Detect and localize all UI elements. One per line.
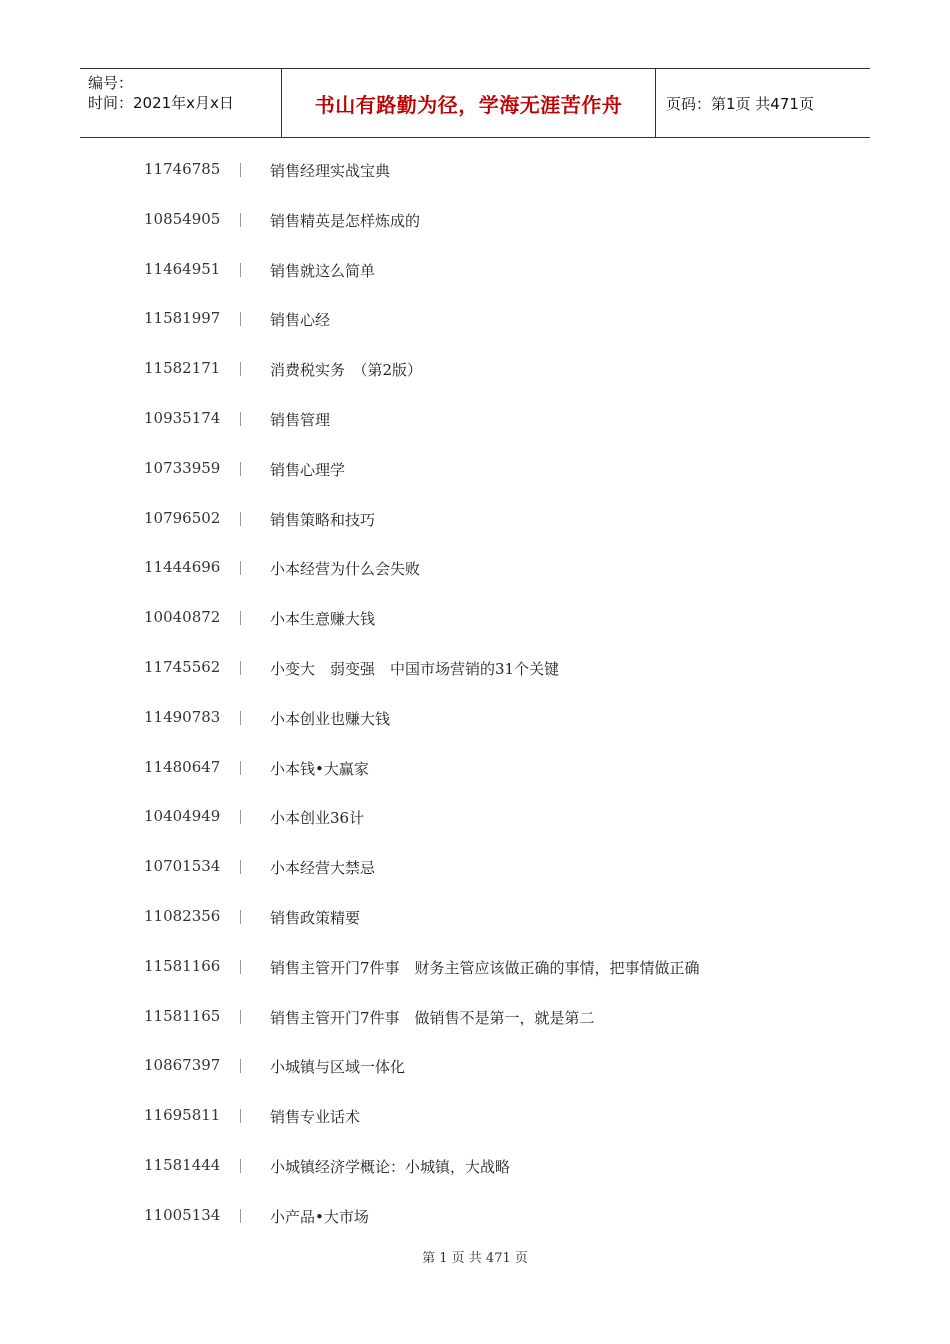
column-separator (240, 512, 241, 526)
book-title: 小本钱•大赢家 (270, 759, 369, 778)
book-title: 小本生意赚大钱 (270, 610, 376, 629)
list-item (0, 794, 950, 844)
column-separator (240, 661, 241, 675)
column-separator (240, 711, 241, 725)
book-code: 11444696 (144, 558, 221, 577)
book-list (0, 147, 950, 1243)
book-code: 11582171 (144, 359, 221, 378)
book-title: 小变大 弱变强 中国市场营销的31个关键 (270, 659, 560, 678)
list-item (0, 1043, 950, 1093)
list-item (0, 745, 950, 795)
list-item (0, 1093, 950, 1143)
book-title: 销售心理学 (270, 460, 346, 479)
book-code: 11746785 (144, 160, 221, 178)
book-code: 11005134 (144, 1205, 221, 1224)
column-separator (240, 910, 241, 924)
book-title: 销售就这么简单 (270, 261, 376, 280)
column-separator (240, 1109, 241, 1123)
column-separator (240, 1059, 241, 1073)
book-code: 11490783 (144, 707, 221, 726)
list-item (0, 595, 950, 645)
page-footer: 第 1 页 共 471 页 (422, 1251, 528, 1266)
header-page-info: 页码：第1页 共471页 (666, 94, 814, 113)
list-item (0, 147, 950, 197)
list-item (0, 994, 950, 1044)
list-item (0, 396, 950, 446)
book-code: 10733959 (144, 458, 221, 477)
list-item (0, 197, 950, 247)
book-code: 11581165 (144, 1006, 221, 1025)
book-title: 销售经理实战宝典 (270, 162, 391, 180)
book-title: 销售管理 (270, 410, 331, 429)
document-date: 时间：2021年x月x日 (88, 94, 234, 112)
column-separator (240, 312, 241, 326)
column-separator (240, 263, 241, 277)
column-separator (240, 611, 241, 625)
book-code: 11480647 (144, 757, 221, 776)
book-title: 销售专业话术 (270, 1108, 361, 1127)
column-separator (240, 1010, 241, 1024)
column-separator (240, 213, 241, 227)
column-separator (240, 960, 241, 974)
list-item (0, 844, 950, 894)
book-title: 小产品•大市场 (270, 1207, 369, 1226)
book-code: 10867397 (144, 1056, 221, 1075)
book-title: 小城镇经济学概论：小城镇，大战略 (270, 1157, 511, 1176)
book-code: 10854905 (144, 209, 221, 228)
column-separator (240, 561, 241, 575)
book-code: 10796502 (144, 508, 221, 527)
list-item (0, 1193, 950, 1243)
book-title: 小本经营大禁忌 (270, 859, 376, 878)
book-title: 消费税实务 （第2版） (270, 361, 423, 380)
list-item (0, 1143, 950, 1193)
header-motto: 书山有路勤为径，学海无涯苦作舟 (282, 69, 656, 137)
book-title: 销售政策精要 (270, 908, 361, 927)
column-separator (240, 761, 241, 775)
column-separator (240, 1159, 241, 1173)
list-item (0, 496, 950, 546)
book-code: 11695811 (144, 1106, 221, 1125)
book-title: 小城镇与区域一体化 (270, 1058, 406, 1077)
book-code: 10040872 (144, 608, 221, 627)
column-separator (240, 860, 241, 874)
book-title: 销售主管开门7件事 做销售不是第一，就是第二 (270, 1008, 595, 1027)
book-code: 11581997 (144, 309, 221, 328)
list-item (0, 645, 950, 695)
list-item (0, 545, 950, 595)
book-title: 小本创业36计 (270, 809, 365, 828)
document-number-label: 编号： (88, 74, 134, 92)
book-code: 10404949 (144, 807, 221, 826)
list-item (0, 944, 950, 994)
page-header (80, 68, 870, 138)
list-item (0, 346, 950, 396)
book-title: 销售主管开门7件事 财务主管应该做正确的事情，把事情做正确 (270, 958, 700, 977)
column-separator (240, 412, 241, 426)
list-item (0, 894, 950, 944)
book-code: 11581166 (144, 956, 221, 975)
book-code: 10935174 (144, 408, 221, 427)
book-code: 11581444 (144, 1155, 221, 1174)
list-item (0, 446, 950, 496)
book-title: 销售心经 (270, 311, 331, 330)
column-separator (240, 163, 241, 177)
book-title: 小本经营为什么会失败 (270, 560, 421, 579)
book-code: 10701534 (144, 857, 221, 876)
book-title: 小本创业也赚大钱 (270, 709, 391, 728)
list-item (0, 296, 950, 346)
column-separator (240, 810, 241, 824)
column-separator (240, 362, 241, 376)
book-title: 销售策略和技巧 (270, 510, 376, 529)
column-separator (240, 462, 241, 476)
book-code: 11464951 (144, 259, 221, 278)
book-code: 11082356 (144, 906, 221, 925)
book-title: 销售精英是怎样炼成的 (270, 211, 421, 230)
header-meta (80, 69, 282, 137)
list-item (0, 247, 950, 297)
column-separator (240, 1209, 241, 1223)
book-code: 11745562 (144, 657, 221, 676)
list-item (0, 695, 950, 745)
